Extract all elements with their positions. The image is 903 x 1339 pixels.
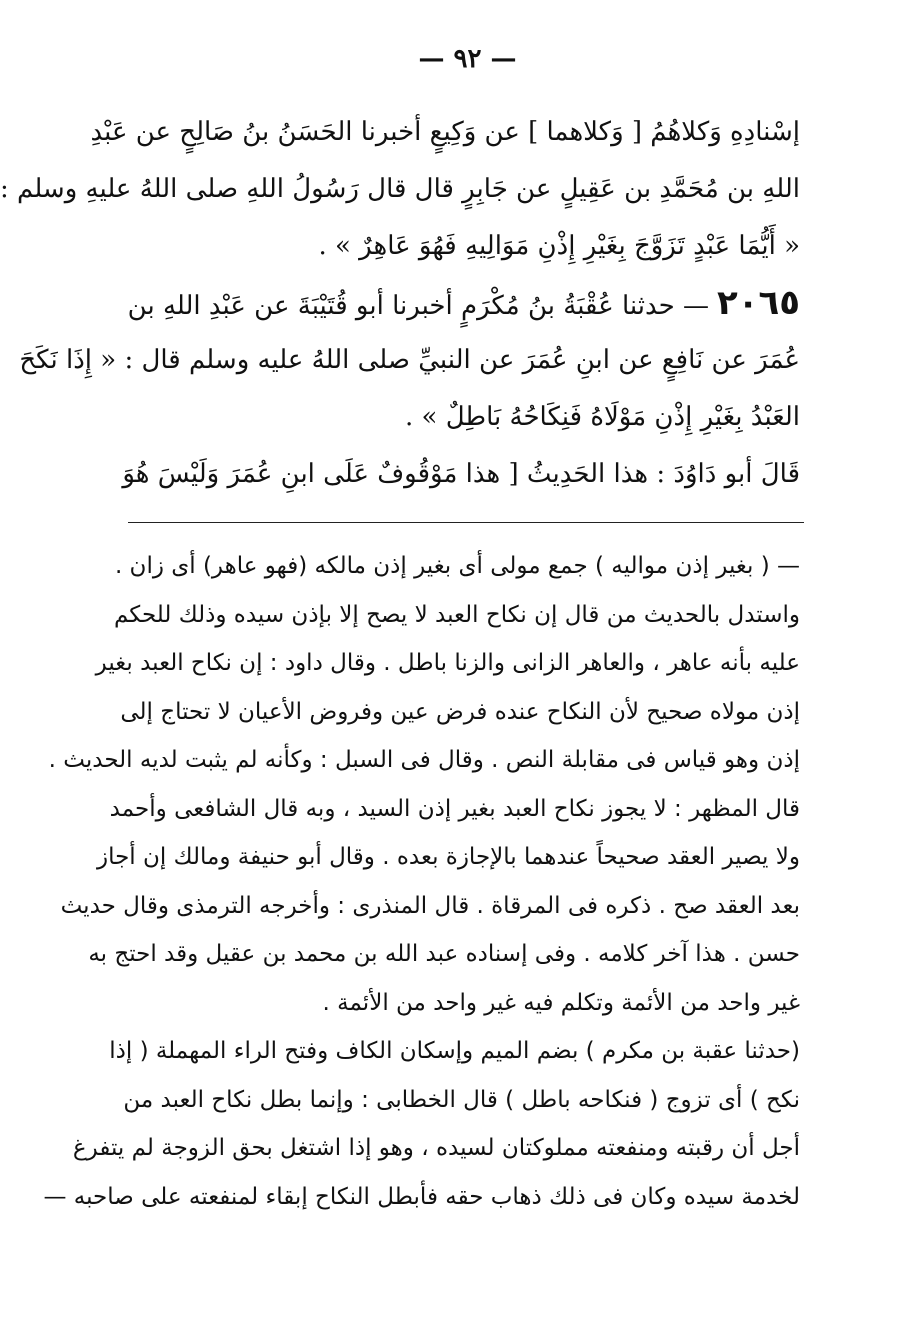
hadith-text-block	[0, 104, 800, 503]
commentary-line: حسن . هذا آخر كلامه . وفى إسناده عبد الله بن محمد بن عقيل وقد احتج به	[88, 941, 800, 967]
main-text-line: قَالَ أبو دَاوُدَ : هذا الحَدِيثُ [ هذا مَوْقُوفٌ عَلَى ابنِ عُمَرَ وَلَيْسَ هُوَ	[122, 459, 800, 489]
main-text-line: عُمَرَ عن نَافِعٍ عن ابنِ عُمَرَ عن النبيِّ صلى اللهُ عليه وسلم قال : « إِذَا نَكَحَ	[19, 345, 800, 375]
commentary-line: نكح ) أى تزوج ( فنكاحه باطل ) قال الخطابى : وإنما بطل نكاح العبد من	[123, 1086, 800, 1113]
commentary-block	[43, 542, 800, 1221]
commentary-line: — ( بغير إذن مواليه ) جمع مولى أى بغير إذن مالكه (فهو عاهر) أى زان .	[114, 553, 800, 579]
main-text-line: « أَيُّمَا عَبْدٍ تَزَوَّجَ بِغَيْرِ إِذْنِ مَوَالِيهِ فَهُوَ عَاهِرٌ » .	[318, 231, 800, 261]
commentary-line: قال المظهر : لا يجوز نكاح العبد بغير إذن السيد ، وبه قال الشافعى وأحمد	[109, 795, 800, 822]
commentary-line: ولا يصير العقد صحيحاً عندهما بالإجازة بعده . وقال أبو حنيفة ومالك إن أجاز	[96, 844, 800, 870]
commentary-line: واستدل بالحديث من قال إن نكاح العبد لا يصح إلا بإذن سيده وذلك للحكم	[113, 601, 800, 628]
main-text-line: اللهِ بن مُحَمَّدِ بن عَقِيلٍ عن جَابِرٍ قال قال رَسُولُ اللهِ صلى اللهُ عليهِ وسلم :	[0, 174, 800, 204]
main-text-line: — حدثنا عُقْبَةُ بنُ مُكْرَمٍ أخبرنا أبو قُتَيْبَةَ عن عَبْدِ اللهِ بن	[127, 291, 709, 321]
commentary-line: إذن وهو قياس فى مقابلة النص . وقال فى السبل : وكأنه لم يثبت لديه الحديث .	[48, 747, 800, 773]
commentary-line: أجل أن رقبته ومنفعته مملوكتان لسيده ، وهو إذا اشتغل بحق الزوجة لم يتفرغ	[72, 1135, 800, 1161]
commentary-line: إذن مولاه صحيح لأن النكاح عنده فرض عين وفروض الأعيان لا تحتاج إلى	[120, 698, 800, 725]
footnote-divider	[128, 522, 804, 523]
commentary-line: (حدثنا عقبة بن مكرم ) بضم الميم وإسكان الكاف وفتح الراء المهملة ( إذا	[109, 1038, 800, 1064]
main-text-line: إسْنادِهِ وَكلاهُمُ [ وَكلاهما ] عن وَكِيعٍ أخبرنا الحَسَنُ بنُ صَالِحٍ عن عَبْدِ	[90, 117, 800, 147]
main-text-line-with-number	[128, 275, 800, 332]
hadith-number: ٢٠٦٥	[716, 283, 800, 323]
commentary-line: غير واحد من الأئمة وتكلم فيه غير واحد من الأئمة .	[322, 989, 800, 1016]
commentary-line: لخدمة سيده وكان فى ذلك ذهاب حقه فأبطل النكاح إبقاء لمنفعته على صاحبه —	[43, 1183, 800, 1210]
commentary-line: بعد العقد صح . ذكره فى المرقاة . قال المنذرى : وأخرجه الترمذى وقال حديث	[60, 892, 800, 919]
page-number: — ٩٢ —	[418, 44, 517, 74]
commentary-line: عليه بأنه عاهر ، والعاهر الزانى والزنا باطل . وقال داود : إن نكاح العبد بغير	[95, 650, 800, 676]
main-text-line: العَبْدُ بِغَيْرِ إِذْنِ مَوْلَاهُ فَنِكَاحُهُ بَاطِلٌ » .	[405, 402, 800, 432]
